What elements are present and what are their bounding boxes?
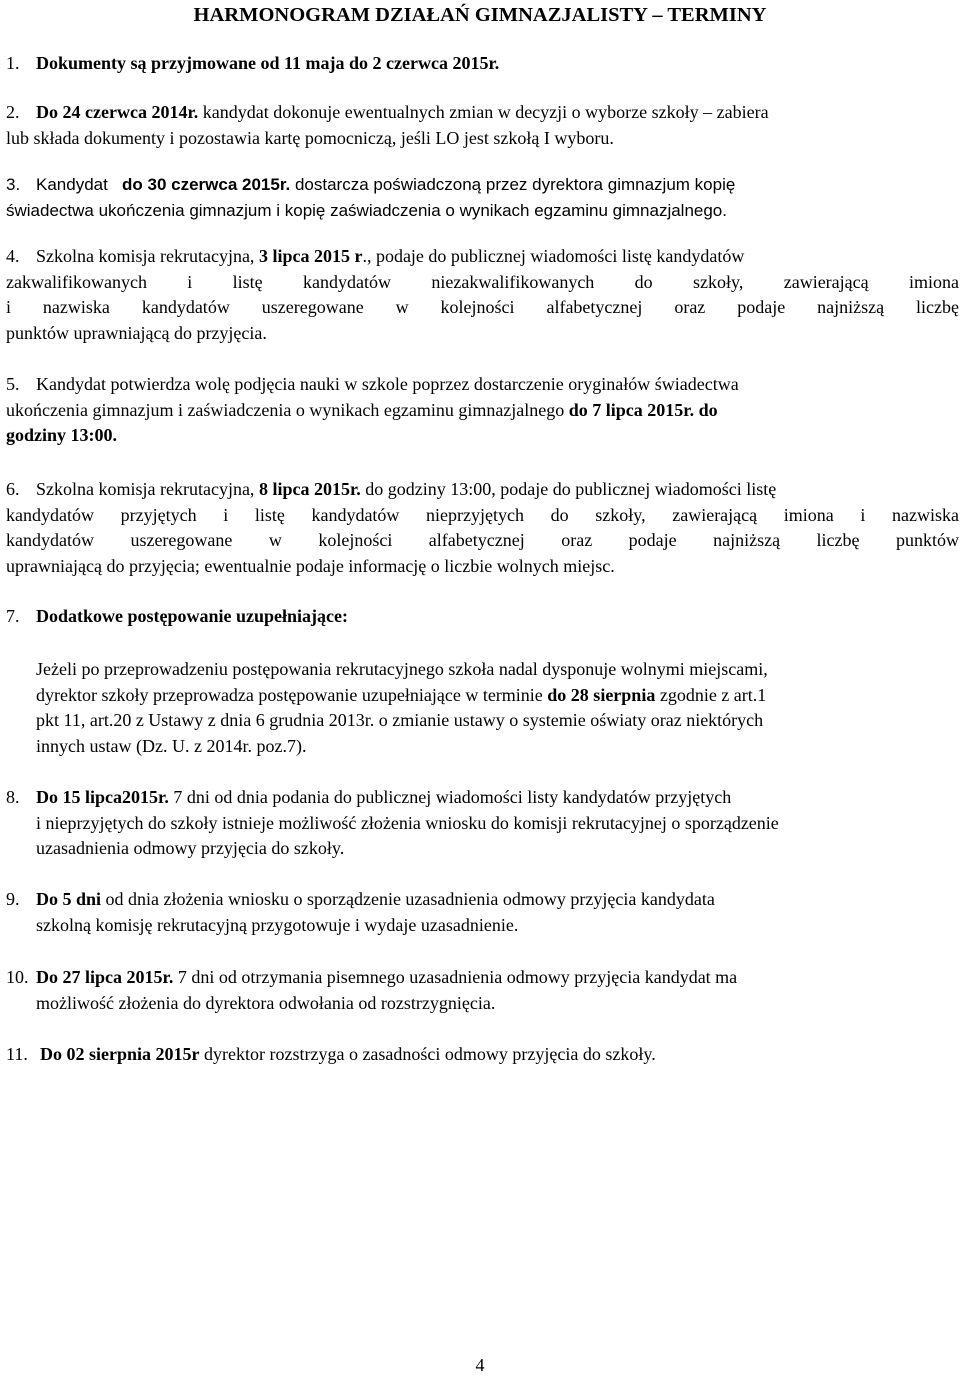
item-text: możliwość złożenia do dyrektora odwołania od rozstrzygnięcia.	[36, 992, 496, 1013]
item-deadline: 8 lipca 2015r.	[258, 479, 361, 499]
list-item-11	[6, 1042, 959, 1068]
list-item-2	[6, 100, 959, 151]
list-item-4	[6, 244, 959, 346]
item-text: 7 dni od dnia podania do publicznej wiadomości listy kandydatów przyjętych	[168, 787, 732, 807]
list-item-6	[6, 477, 959, 579]
item-number: 5.	[6, 374, 20, 394]
item-text: innych ustaw (Dz. U. z 2014r. poz.7).	[36, 735, 307, 756]
page-number: 4	[475, 1355, 485, 1375]
item-deadline: Do 24 czerwca 2014r.	[36, 102, 199, 122]
item-subject: Szkolna komisja rekrutacyjna,	[36, 479, 259, 499]
item-number: 6.	[6, 479, 20, 499]
document-title: HARMONOGRAM DZIAŁAŃ GIMNAZJALISTY – TERMINY	[193, 4, 767, 26]
item-number: 8.	[6, 787, 20, 807]
item-text: do godziny 13:00, podaje do publicznej wiadomości listę	[360, 479, 777, 499]
item-text: Jeżeli po przeprowadzeniu postępowania rekrutacyjnego szkoła nadal dysponuje wolnymi miejscami,	[36, 659, 768, 679]
list-item-9	[6, 887, 959, 938]
item-number: 10.	[6, 967, 29, 987]
list-item-8	[6, 785, 959, 862]
item-7-paragraph	[6, 657, 959, 759]
item-text: zakwalifikowanych i listę kandydatów niezakwalifikowanych do szkoły, zawierającą imiona	[6, 271, 959, 292]
item-number: 9.	[6, 889, 20, 909]
item-text: kandydatów przyjętych i listę kandydatów nieprzyjętych do szkoły, zawierającą imiona i nazwiska	[6, 504, 959, 525]
item-text: 7 dni od otrzymania pisemnego uzasadnienia odmowy przyjęcia kandydat ma	[173, 967, 738, 987]
list-item-7	[6, 604, 959, 630]
item-number: 11.	[6, 1044, 28, 1064]
item-text: lub składa dokumenty i pozostawia kartę pomocniczą, jeśli LO jest szkołą I wyboru.	[6, 127, 614, 148]
item-text: szkolną komisję rekrutacyjną przygotowuje i wydaje uzasadnienie.	[36, 914, 519, 935]
list-item-5	[6, 372, 959, 449]
item-deadline: do 28 sierpnia	[547, 684, 656, 705]
item-number: 1.	[6, 53, 20, 73]
item-number: 3.	[6, 175, 21, 194]
item-text: kandydatów uszeregowane w kolejności alfabetycznej oraz podaje najniższą liczbę punktów	[6, 530, 959, 550]
item-deadline: Do 5 dni	[36, 889, 102, 909]
item-text: pkt 11, art.20 z Ustawy z dnia 6 grudnia 2013r. o zmianie ustawy o systemie oświaty oraz niektórych	[36, 710, 764, 730]
item-text: dyrektor rozstrzyga o zasadności odmowy przyjęcia do szkoły.	[199, 1044, 656, 1064]
item-text: punktów uprawniającą do przyjęcia.	[6, 322, 267, 343]
item-text: zgodnie z art.1	[655, 684, 767, 705]
item-text: dyrektor szkoły przeprowadza postępowanie uzupełniające w terminie	[36, 684, 548, 705]
item-subject: Szkolna komisja rekrutacyjna,	[36, 246, 259, 266]
item-text: świadectwa ukończenia gimnazjum i kopię zaświadczenia o wynikach egzaminu gimnazjalnego.	[6, 200, 727, 220]
item-text: dostarcza poświadczoną przez dyrektora gimnazjum kopię	[290, 175, 736, 194]
item-subject: Kandydat	[36, 175, 123, 194]
list-item-10	[6, 965, 959, 1016]
item-deadline: godziny 13:00.	[6, 425, 118, 445]
item-deadline: do 30 czerwca 2015r.	[122, 175, 291, 194]
item-number: 2.	[6, 102, 20, 122]
item-text: uzasadnienia odmowy przyjęcia do szkoły.	[36, 838, 345, 858]
item-text: i nazwiska kandydatów uszeregowane w kolejności alfabetycznej oraz podaje najniższą liczbę	[6, 297, 959, 317]
list-item-1	[6, 51, 959, 77]
item-text: i nieprzyjętych do szkoły istnieje możliwość złożenia wniosku do komisji rekrutacyjnej o sporządzenie	[36, 812, 779, 833]
item-text: od dnia złożenia wniosku o sporządzenie uzasadnienia odmowy przyjęcia kandydata	[101, 889, 715, 909]
list-item-3	[6, 172, 959, 223]
item-deadline: 3 lipca 2015 r	[258, 246, 363, 266]
item-deadline: Do 02 sierpnia 2015r	[40, 1044, 200, 1064]
item-deadline: Dokumenty są przyjmowane od 11 maja do 2 czerwca 2015r.	[36, 53, 500, 73]
item-deadline: Do 15 lipca2015r.	[36, 787, 169, 807]
item-number: 7.	[6, 606, 20, 626]
item-text: kandydat dokonuje ewentualnych zmian w decyzji o wyborze szkoły – zabiera	[198, 102, 769, 122]
item-text: ukończenia gimnazjum i zaświadczenia o wynikach egzaminu gimnazjalnego	[6, 399, 569, 420]
item-text: Kandydat potwierdza wolę podjęcia nauki w szkole poprzez dostarczenie oryginałów świadectwa	[36, 374, 739, 394]
item-heading: Dodatkowe postępowanie uzupełniające:	[36, 606, 349, 626]
item-deadline: Do 27 lipca 2015r.	[36, 967, 174, 987]
item-text: uprawniającą do przyjęcia; ewentualnie podaje informację o liczbie wolnych miejsc.	[6, 555, 615, 576]
item-number: 4.	[6, 246, 20, 266]
item-deadline: do 7 lipca 2015r. do	[568, 399, 718, 420]
item-text: ., podaje do publicznej wiadomości listę kandydatów	[362, 246, 745, 266]
